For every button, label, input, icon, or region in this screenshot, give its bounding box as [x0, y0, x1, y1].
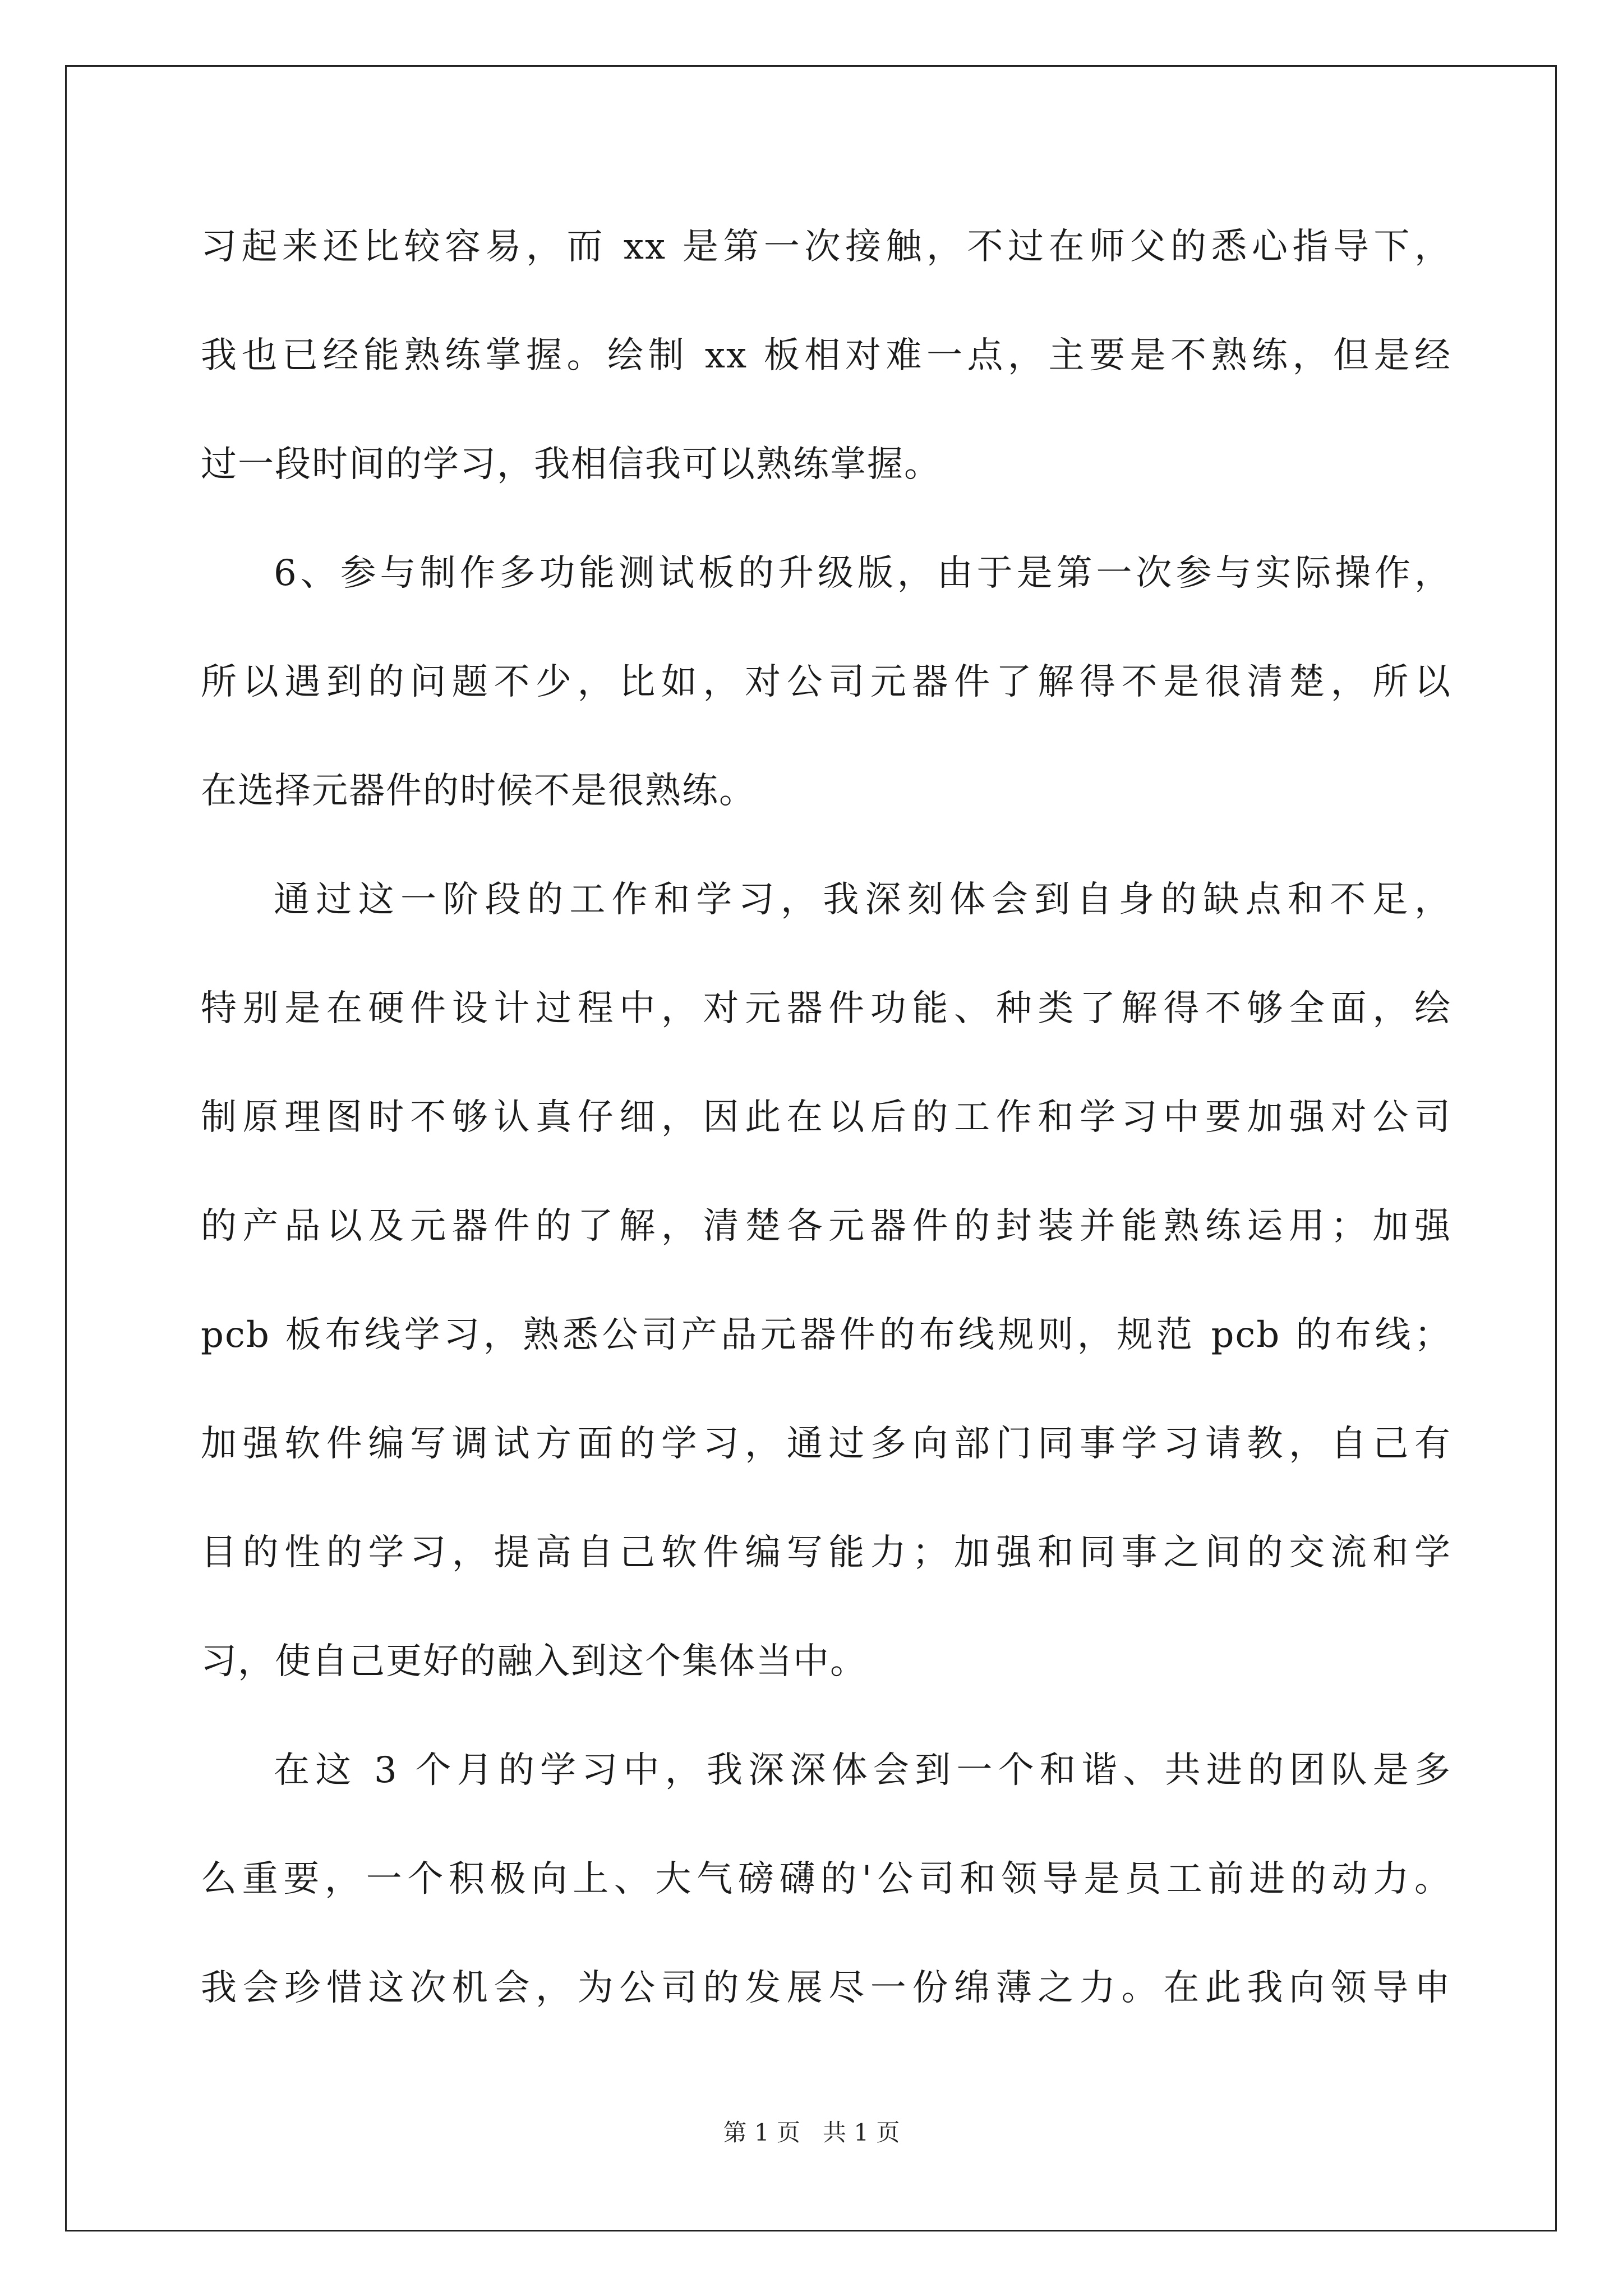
body-text-line-10: 的产品以及元器件的了解，清楚各元器件的封装并能熟练运用；加强: [201, 1205, 1451, 1247]
body-text-line-11: pcb 板布线学习，熟悉公司产品元器件的布线规则，规范 pcb 的布线；: [201, 1314, 1451, 1356]
body-text-line-15: 在这 3 个月的学习中，我深深体会到一个和谐、共进的团队是多: [274, 1750, 1451, 1791]
page-border: [65, 65, 1557, 2231]
body-text-line-16: 么重要，一个积极向上、大气磅礴的'公司和领导是员工前进的动力。: [201, 1858, 1451, 1900]
page-number-footer: 第 1 页 共 1 页: [723, 2119, 900, 2146]
body-text-line-12: 加强软件编写调试方面的学习，通过多向部门同事学习请教，自己有: [201, 1423, 1451, 1465]
body-text-line-6: 在选择元器件的时候不是很熟练。: [201, 770, 756, 812]
body-text-line-5: 所以遇到的问题不少，比如，对公司元器件了解得不是很清楚，所以: [201, 661, 1451, 703]
body-text-line-8: 特别是在硬件设计过程中，对元器件功能、种类了解得不够全面，绘: [201, 988, 1451, 1029]
body-text-line-17: 我会珍惜这次机会，为公司的发展尽一份绵薄之力。在此我向领导申: [201, 1967, 1451, 2009]
body-text-line-2: 我也已经能熟练掌握。绘制 xx 板相对难一点，主要是不熟练，但是经: [201, 335, 1451, 376]
body-text-line-13: 目的性的学习，提高自己软件编写能力；加强和同事之间的交流和学: [201, 1532, 1451, 1573]
body-text-line-4: 6、参与制作多功能测试板的升级版，由于是第一次参与实际操作，: [274, 553, 1451, 594]
body-text-line-7: 通过这一阶段的工作和学习，我深刻体会到自身的缺点和不足，: [274, 879, 1451, 921]
body-text-line-3: 过一段时间的学习，我相信我可以熟练掌握。: [201, 444, 941, 485]
body-text-line-1: 习起来还比较容易，而 xx 是第一次接触，不过在师父的悉心指导下，: [201, 226, 1451, 268]
body-text-line-14: 习，使自己更好的融入到这个集体当中。: [201, 1641, 867, 1682]
body-text-line-9: 制原理图时不够认真仔细，因此在以后的工作和学习中要加强对公司: [201, 1097, 1451, 1138]
